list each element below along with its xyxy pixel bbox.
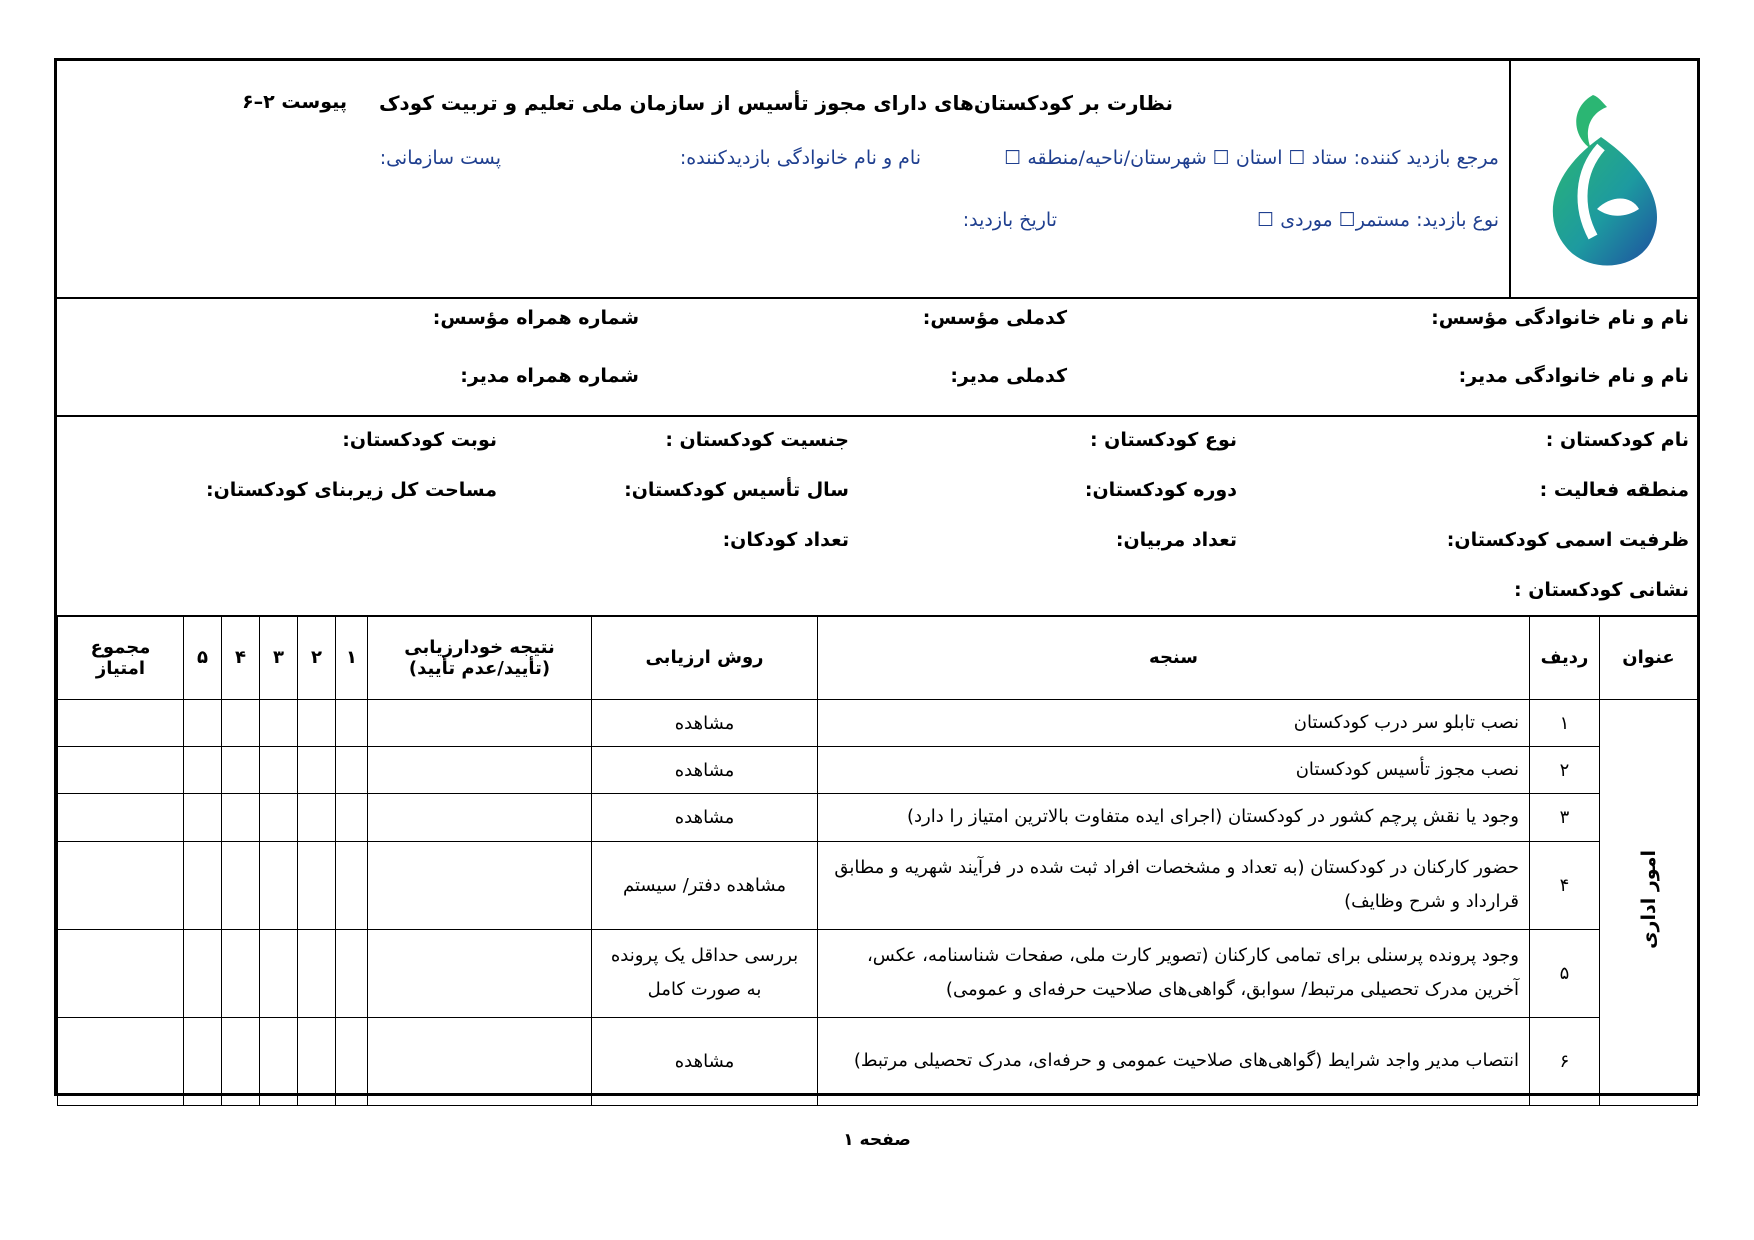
kindergarten-gender-label: جنسیت کودکستان : — [665, 429, 849, 451]
row-number: ۱ — [1530, 700, 1600, 747]
col-score-1-header: ۱ — [336, 616, 368, 700]
evaluation-table — [57, 615, 1698, 1106]
row-number: ۵ — [1530, 929, 1600, 1017]
col-method-header: روش ارزیابی — [592, 616, 818, 700]
criterion-cell: وجود پرونده پرسنلی برای تمامی کارکنان (تصویر کارت ملی، صفحات شناسنامه، عکس، آخرین مدرک تحصیلی مرتبط/ سوابق، گواهی‌های صلاحیت حرفه‌ای و عمومی) — [818, 929, 1530, 1017]
self-result-cell[interactable] — [368, 747, 592, 794]
total-cell[interactable] — [58, 929, 184, 1017]
self-result-cell[interactable] — [368, 700, 592, 747]
row-number: ۴ — [1530, 841, 1600, 929]
organization-logo — [1531, 77, 1671, 277]
table-row — [58, 1017, 1698, 1105]
score-cell[interactable] — [184, 929, 222, 1017]
page-number: صفحه ۱ — [843, 1130, 911, 1150]
score-cell[interactable] — [336, 747, 368, 794]
self-result-cell[interactable] — [368, 1017, 592, 1105]
score-cell[interactable] — [222, 1017, 260, 1105]
criterion-cell: وجود یا نقش پرچم کشور در کودکستان (اجرای ایده متفاوت بالاترین امتیاز را دارد) — [818, 794, 1530, 841]
kindergarten-section — [57, 415, 1697, 617]
score-cell[interactable] — [222, 700, 260, 747]
score-cell[interactable] — [260, 929, 298, 1017]
kindergarten-type-label: نوع کودکستان : — [1089, 429, 1237, 451]
method-cell: مشاهده — [592, 700, 818, 747]
score-cell[interactable] — [298, 794, 336, 841]
total-line2: امتیاز — [95, 657, 146, 679]
self-result-cell[interactable] — [368, 841, 592, 929]
score-cell[interactable] — [222, 841, 260, 929]
score-cell[interactable] — [298, 700, 336, 747]
score-cell[interactable] — [184, 841, 222, 929]
visit-type-label: نوع بازدید: مستمر☐ موردی ☐ — [1257, 209, 1499, 231]
score-cell[interactable] — [336, 841, 368, 929]
score-cell[interactable] — [184, 747, 222, 794]
score-cell[interactable] — [260, 841, 298, 929]
row-number: ۳ — [1530, 794, 1600, 841]
manager-mobile-label: شماره همراه مدیر: — [460, 365, 639, 387]
criterion-cell: نصب مجوز تأسیس کودکستان — [818, 747, 1530, 794]
row-number: ۲ — [1530, 747, 1600, 794]
founder-section — [57, 297, 1697, 417]
method-cell: مشاهده — [592, 1017, 818, 1105]
manager-id-label: کدملی مدیر: — [950, 365, 1067, 387]
total-line1: مجموع — [90, 636, 151, 658]
total-cell[interactable] — [58, 794, 184, 841]
table-row — [58, 929, 1698, 1017]
address-label: نشانی کودکستان : — [1514, 579, 1689, 601]
kindergarten-name-label: نام کودکستان : — [1545, 429, 1689, 451]
method-cell: مشاهده دفتر/ سیستم — [592, 841, 818, 929]
group-title: امور اداری — [1637, 850, 1660, 950]
score-cell[interactable] — [260, 1017, 298, 1105]
score-cell[interactable] — [260, 700, 298, 747]
score-cell[interactable] — [298, 929, 336, 1017]
activity-region-label: منطقه فعالیت : — [1539, 479, 1689, 501]
col-row-header: ردیف — [1530, 616, 1600, 700]
score-cell[interactable] — [336, 1017, 368, 1105]
method-cell: بررسی حداقل یک پرونده به صورت کامل — [592, 929, 818, 1017]
score-cell[interactable] — [336, 700, 368, 747]
self-result-line1: نتیجه خودارزیابی — [404, 636, 555, 658]
col-score-2-header: ۲ — [298, 616, 336, 700]
col-title-header: عنوان — [1600, 616, 1698, 700]
score-cell[interactable] — [336, 929, 368, 1017]
col-score-5-header: ۵ — [184, 616, 222, 700]
founder-id-label: کدملی مؤسس: — [922, 307, 1067, 329]
score-cell[interactable] — [184, 700, 222, 747]
table-row — [58, 700, 1698, 747]
score-cell[interactable] — [298, 1017, 336, 1105]
score-cell[interactable] — [222, 747, 260, 794]
total-cell[interactable] — [58, 700, 184, 747]
founder-mobile-label: شماره همراه مؤسس: — [432, 307, 639, 329]
col-total-header — [58, 616, 184, 700]
group-title-cell — [1600, 700, 1698, 1106]
score-cell[interactable] — [222, 929, 260, 1017]
total-area-label: مساحت کل زیربنای کودکستان: — [205, 479, 497, 501]
children-count-label: تعداد کودکان: — [722, 529, 849, 551]
score-cell[interactable] — [222, 794, 260, 841]
table-header-row — [58, 616, 1698, 700]
table-row — [58, 747, 1698, 794]
criterion-cell: حضور کارکنان در کودکستان (به تعداد و مشخصات افراد ثبت شده در فرآیند شهریه و مطابق قرارداد و شرح وظایف) — [818, 841, 1530, 929]
kindergarten-shift-label: نوبت کودکستان: — [342, 429, 497, 451]
method-cell: مشاهده — [592, 747, 818, 794]
founded-year-label: سال تأسیس کودکستان: — [624, 479, 849, 501]
table-row — [58, 794, 1698, 841]
capacity-label: ظرفیت اسمی کودکستان: — [1446, 529, 1689, 551]
criterion-cell: انتصاب مدیر واجد شرایط (گواهی‌های صلاحیت عمومی و حرفه‌ای، مدرک تحصیلی مرتبط) — [818, 1017, 1530, 1105]
score-cell[interactable] — [260, 747, 298, 794]
founder-name-label: نام و نام خانوادگی مؤسس: — [1431, 307, 1689, 329]
col-score-4-header: ۴ — [222, 616, 260, 700]
score-cell[interactable] — [298, 841, 336, 929]
org-post-label: پست سازمانی: — [379, 147, 501, 169]
visitor-name-label: نام و نام خانوادگی بازدیدکننده: — [679, 147, 921, 169]
score-cell[interactable] — [184, 1017, 222, 1105]
form-frame — [54, 58, 1700, 1096]
score-cell[interactable] — [336, 794, 368, 841]
score-cell[interactable] — [260, 794, 298, 841]
manager-name-label: نام و نام خانوادگی مدیر: — [1458, 365, 1689, 387]
visit-date-label: تاریخ بازدید: — [962, 209, 1057, 231]
col-self-result-header — [368, 616, 592, 700]
kindergarten-period-label: دوره کودکستان: — [1084, 479, 1237, 501]
self-result-line2: (تأیید/عدم تأیید) — [408, 657, 551, 679]
criterion-cell: نصب تابلو سر درب کودکستان — [818, 700, 1530, 747]
logo-cell — [1509, 61, 1697, 297]
total-cell[interactable] — [58, 747, 184, 794]
self-result-cell[interactable] — [368, 929, 592, 1017]
appendix-label: پیوست ۲–۶ — [242, 91, 347, 113]
form-title: نظارت بر کودکستان‌های دارای مجوز تأسیس از سازمان ملی تعلیم و تربیت کودک — [378, 91, 1173, 115]
score-cell[interactable] — [184, 794, 222, 841]
col-score-3-header: ۳ — [260, 616, 298, 700]
educators-count-label: تعداد مربیان: — [1115, 529, 1237, 551]
total-cell[interactable] — [58, 841, 184, 929]
form-header — [57, 61, 1697, 299]
visitor-reference-label: مرجع بازدید کننده: ستاد ☐ استان ☐ شهرستان/ناحیه/منطقه ☐ — [1004, 147, 1499, 169]
col-criterion-header: سنجه — [818, 616, 1530, 700]
row-number: ۶ — [1530, 1017, 1600, 1105]
total-cell[interactable] — [58, 1017, 184, 1105]
table-row — [58, 841, 1698, 929]
score-cell[interactable] — [298, 747, 336, 794]
self-result-cell[interactable] — [368, 794, 592, 841]
method-cell: مشاهده — [592, 794, 818, 841]
